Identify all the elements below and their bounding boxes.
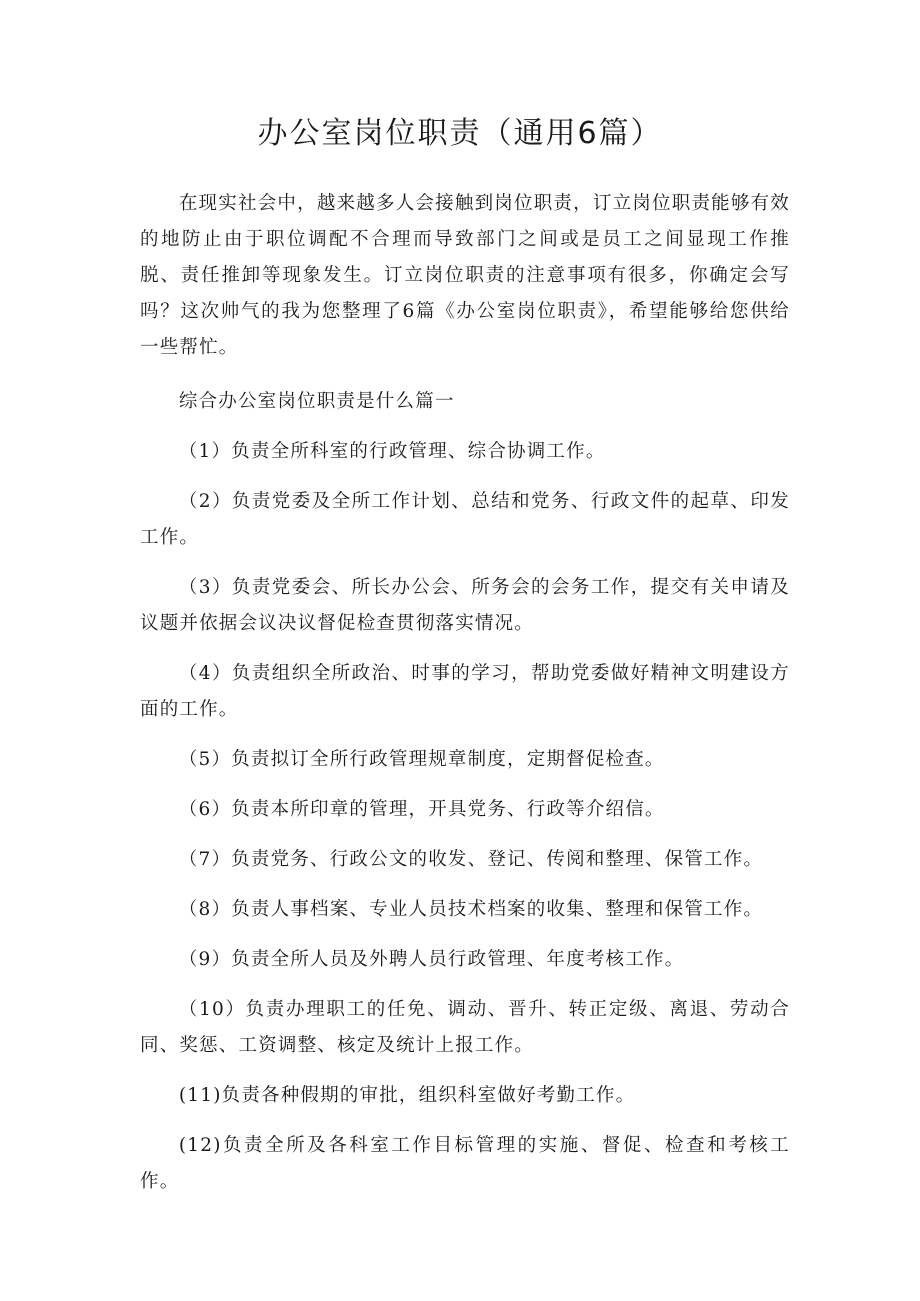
intro-paragraph: 在现实社会中，越来越多人会接触到岗位职责，订立岗位职责能够有效的地防止由于职位调配不合理而导致部门之间或是员工之间显现工作推脱、责任推卸等现象发生。订立岗位职责的注意事项有很多，你确定会写吗？这次帅气的我为您整理了6篇《办公室岗位职责》，希望能够给您供给一些帮忙。 (140, 193, 790, 358)
duty-item: (11)负责各种假期的审批，组织科室做好考勤工作。 (178, 1085, 636, 1106)
duty-item: （6）负责本所印章的管理，开具党务、行政等介绍信。 (178, 799, 665, 820)
duty-item: （4）负责组织全所政治、时事的学习，帮助党委做好精神文明建设方面的工作。 (140, 663, 790, 720)
duty-item: （2）负责党委及全所工作计划、总结和党务、行政文件的起草、印发工作。 (140, 491, 790, 548)
duty-item: （8）负责人事档案、专业人员技术档案的收集、整理和保管工作。 (178, 899, 764, 920)
duty-item: (12)负责全所及各科室工作目标管理的实施、督促、检查和考核工作。 (140, 1135, 790, 1192)
duty-item: （1）负责全所科室的行政管理、综合协调工作。 (178, 441, 606, 462)
duty-item: （3）负责党委会、所长办公会、所务会的会务工作，提交有关申请及议题并依据会议决议督促检查贯彻落实情况。 (140, 577, 790, 634)
duty-item: （5）负责拟订全所行政管理规章制度，定期督促检查。 (178, 749, 665, 770)
duty-item: （9）负责全所人员及外聘人员行政管理、年度考核工作。 (178, 949, 685, 970)
duty-item: （10）负责办理职工的任免、调动、晋升、转正定级、离退、劳动合同、奖惩、工资调整、核定及统计上报工作。 (140, 999, 790, 1056)
document-body (140, 186, 790, 1214)
duty-item: （7）负责党务、行政公文的收发、登记、传阅和整理、保管工作。 (178, 849, 764, 870)
document-title: 办公室岗位职责（通用6篇） (257, 116, 663, 151)
section-heading: 综合办公室岗位职责是什么篇一 (178, 391, 455, 412)
